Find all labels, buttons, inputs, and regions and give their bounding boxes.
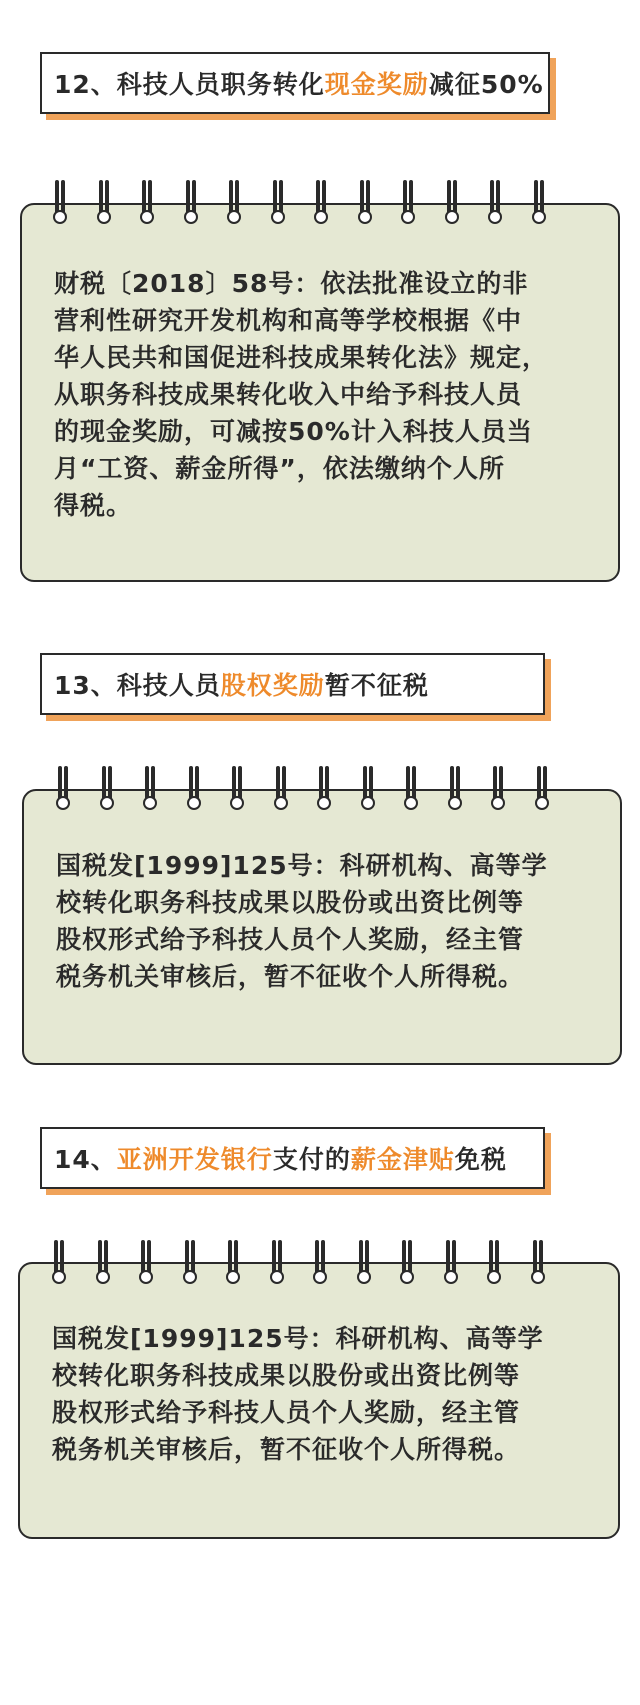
spiral-ring-icon: [271, 180, 285, 226]
title-box: [40, 1127, 545, 1189]
note-line: 从职务科技成果转化收入中给予科技人员: [54, 380, 523, 409]
spiral-ring-icon: [226, 1240, 240, 1286]
spiral-ring-icon: [357, 1240, 371, 1286]
note-line: 股权形式给予科技人员个人奖励，经主管: [56, 925, 525, 954]
title-prefix: 13、科技人员: [54, 671, 221, 700]
spiral-ring-icon: [184, 180, 198, 226]
spiral-ring-icon: [488, 180, 502, 226]
note-line: 得税。: [54, 491, 133, 520]
title-box: [40, 52, 550, 114]
note-body-12: [54, 265, 592, 524]
spiral-ring-icon: [361, 766, 375, 812]
spiral-ring-icon: [52, 1240, 66, 1286]
spiral-ring-icon: [404, 766, 418, 812]
spiral-ring-icon: [444, 1240, 458, 1286]
note-line: 税务机关审核后，暂不征收个人所得税。: [56, 962, 525, 991]
section-title-14: [40, 1127, 545, 1189]
note-card-14: [18, 1262, 620, 1539]
spiral-ring-icon: [535, 766, 549, 812]
note-line: 股权形式给予科技人员个人奖励，经主管: [52, 1398, 521, 1427]
spiral-ring-icon: [358, 180, 372, 226]
spiral-ring-icon: [401, 180, 415, 226]
spiral-ring-icon: [400, 1240, 414, 1286]
spiral-ring-icon: [56, 766, 70, 812]
spiral-ring-icon: [491, 766, 505, 812]
title-highlight-2: 薪金津贴: [350, 1145, 455, 1174]
spiral-ring-icon: [531, 1240, 545, 1286]
note-body-14: [52, 1320, 592, 1468]
section-title-13: [40, 653, 545, 715]
title-prefix: 12、科技人员职务转化: [54, 70, 325, 99]
note-line: 国税发[1999]125号：科研机构、高等学: [56, 851, 548, 880]
spiral-ring-icon: [100, 766, 114, 812]
spiral-ring-icon: [313, 1240, 327, 1286]
note-line: 校转化职务科技成果以股份或出资比例等: [52, 1361, 521, 1390]
title-prefix: 14、: [54, 1145, 117, 1174]
spiral-ring-icon: [96, 1240, 110, 1286]
spiral-ring-icon: [143, 766, 157, 812]
spiral-ring-icon: [445, 180, 459, 226]
spiral-ring-icon: [183, 1240, 197, 1286]
spiral-ring-icon: [230, 766, 244, 812]
spiral-ring-icon: [270, 1240, 284, 1286]
note-line: 的现金奖励，可减按50%计入科技人员当: [54, 417, 533, 446]
spiral-ring-icon: [187, 766, 201, 812]
spiral-binding: [0, 766, 640, 812]
spiral-ring-icon: [139, 1240, 153, 1286]
note-line: 财税〔2018〕58号：依法批准设立的非: [54, 269, 529, 298]
note-line: 税务机关审核后，暂不征收个人所得税。: [52, 1435, 521, 1464]
note-body-13: [56, 847, 594, 995]
spiral-ring-icon: [448, 766, 462, 812]
note-line: 月“工资、薪金所得”，依法缴纳个人所: [54, 454, 505, 483]
title-box: [40, 653, 545, 715]
note-card-13: [22, 789, 622, 1065]
spiral-binding: [0, 180, 640, 226]
note-line: 营利性研究开发机构和高等学校根据《中: [54, 306, 523, 335]
spiral-ring-icon: [97, 180, 111, 226]
title-suffix: 免税: [454, 1145, 507, 1174]
spiral-ring-icon: [532, 180, 546, 226]
note-line: 国税发[1999]125号：科研机构、高等学: [52, 1324, 544, 1353]
spiral-ring-icon: [227, 180, 241, 226]
spiral-ring-icon: [274, 766, 288, 812]
title-highlight: 现金奖励: [324, 70, 429, 99]
note-line: 华人民共和国促进科技成果转化法》规定，: [54, 343, 549, 372]
title-middle: 支付的: [272, 1145, 351, 1174]
title-highlight: 亚洲开发银行: [116, 1145, 273, 1174]
title-middle: 暂不征税: [324, 671, 429, 700]
spiral-binding: [0, 1240, 640, 1286]
section-title-12: [40, 52, 550, 114]
spiral-ring-icon: [317, 766, 331, 812]
note-line: 校转化职务科技成果以股份或出资比例等: [56, 888, 525, 917]
spiral-ring-icon: [314, 180, 328, 226]
spiral-ring-icon: [53, 180, 67, 226]
note-card-12: [20, 203, 620, 582]
title-middle: 减征50%: [428, 70, 544, 99]
title-highlight: 股权奖励: [220, 671, 325, 700]
spiral-ring-icon: [140, 180, 154, 226]
spiral-ring-icon: [487, 1240, 501, 1286]
